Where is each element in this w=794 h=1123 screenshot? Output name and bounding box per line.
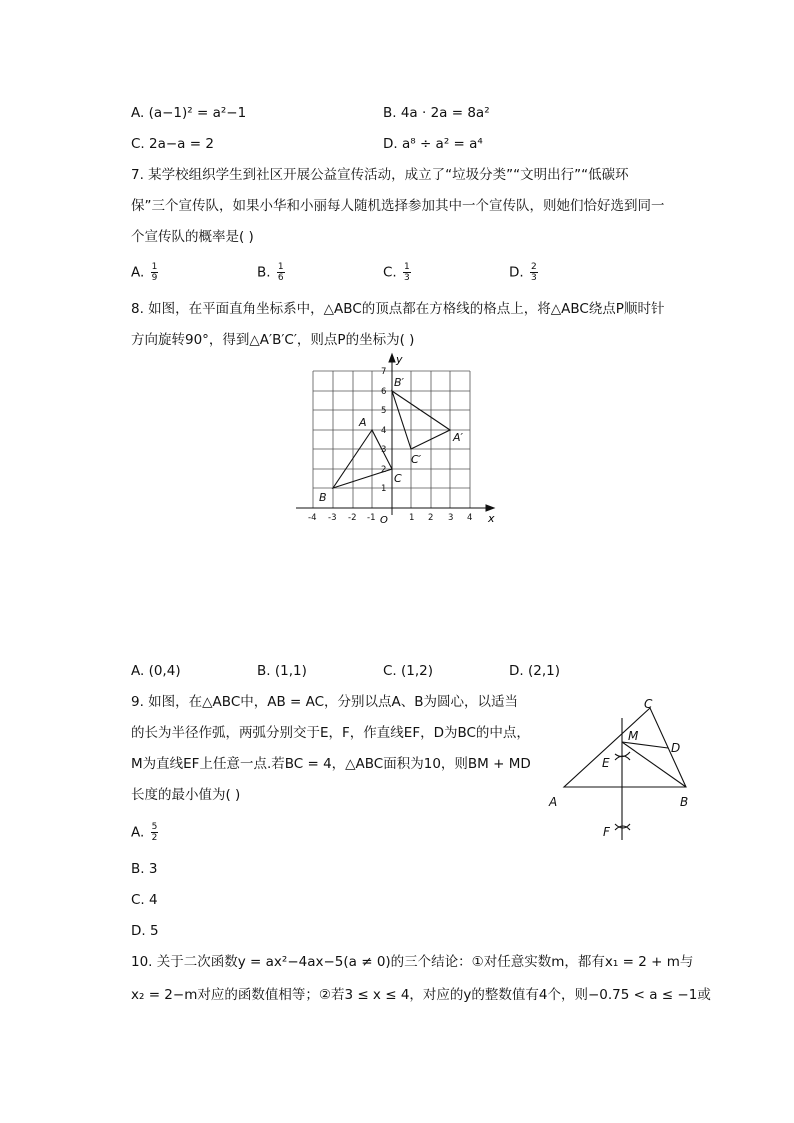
y-tick: 3 [381,445,387,455]
point-b1-label: B′ [394,376,405,389]
q6-option-d: D. a⁸ ÷ a² = a⁴ [383,136,483,152]
q8-option-b: B. (1,1) [257,663,307,679]
x-tick: -3 [328,513,337,523]
q7-stem-line1: 7. 某学校组织学生到社区开展公益宣传活动，成立了“垃圾分类”“文明出行”“低碳环 [131,167,629,183]
label-e: E [602,756,610,770]
q6-option-b: B. 4a · 2a = 8a² [383,105,490,121]
y-tick: 2 [381,465,387,475]
y-tick: 1 [381,484,387,494]
label-b: B [680,795,689,809]
x-tick: 4 [467,513,473,523]
x-tick: 3 [448,513,454,523]
q7-stem-line2: 保”三个宣传队，如果小华和小丽每人随机选择参加其中一个宣传队，则她们恰好选到同一 [131,198,665,214]
q7-stem-line3: 个宣传队的概率是( ) [131,229,254,245]
triangle-a1b1c1 [392,391,450,449]
x-tick: -4 [308,513,317,523]
q9-stem-line1: 9. 如图，在△ABC中，AB = AC，分别以点A、B为圆心，以适当 [131,694,519,710]
point-a1-label: A′ [453,431,464,444]
label-m: M [628,729,639,743]
q9-stem-line4: 长度的最小值为( ) [131,787,241,803]
triangle-abc [333,430,392,488]
q9-option-d: D. 5 [131,923,159,939]
label-f: F [603,825,610,839]
q8-coordinate-figure [290,352,500,532]
q9-stem-line3: M为直线EF上任意一点.若BC = 4，△ABC面积为10，则BM + MD [131,756,531,772]
point-c-label: C [394,472,402,485]
q8-option-c: C. (1,2) [383,663,434,679]
y-tick: 5 [381,406,387,416]
q7-option-a: A. $\frac{1}{9}$ [131,262,158,283]
origin-label: O [380,515,388,526]
point-c1-label: C′ [411,453,422,466]
y-tick: 7 [381,367,387,377]
q8-option-a: A. (0,4) [131,663,181,679]
label-a: A [549,795,558,809]
q9-option-b: B. 3 [131,861,158,877]
q8-stem-line2: 方向旋转90°，得到△A′B′C′，则点P的坐标为( ) [131,332,415,348]
point-b-label: B [319,491,327,504]
q8-option-d: D. (2,1) [509,663,560,679]
y-tick: 6 [381,387,387,397]
q7-option-c: C. $\frac{1}{3}$ [383,262,410,283]
q6-option-a: A. (a−1)² = a²−1 [131,105,247,121]
x-tick: -1 [367,513,376,523]
y-axis-label: y [396,353,403,366]
q7-option-d: D. $\frac{2}{3}$ [509,262,537,283]
q10-stem-line2: x₂ = 2−m对应的函数值相等；②若3 ≤ x ≤ 4，对应的y的整数值有4个，则−0.75 < a ≤ −1或 [131,987,711,1003]
label-c: C [644,697,653,711]
point-a-label: A [359,416,367,429]
x-tick: -2 [348,513,357,523]
q9-option-a: A. $\frac{5}{2}$ [131,822,158,843]
q7-option-b: B. $\frac{1}{6}$ [257,262,284,283]
q6-option-c: C. 2a−a = 2 [131,136,214,152]
q9-triangle-figure [545,690,705,845]
label-d: D [671,741,681,755]
y-tick: 4 [381,426,387,436]
x-tick: 2 [428,513,434,523]
x-tick: 1 [409,513,415,523]
q10-stem-line1: 10. 关于二次函数y = ax²−4ax−5(a ≠ 0)的三个结论：①对任意实数m，都有x₁ = 2 + m与 [131,954,694,970]
q8-stem-line1: 8. 如图，在平面直角坐标系中，△ABC的顶点都在方格线的格点上，将△ABC绕点P顺时针 [131,301,665,317]
q9-option-c: C. 4 [131,892,158,908]
x-axis-label: x [488,512,495,525]
q9-stem-line2: 的长为半径作弧，两弧分别交于E，F，作直线EF，D为BC的中点， [131,725,530,741]
